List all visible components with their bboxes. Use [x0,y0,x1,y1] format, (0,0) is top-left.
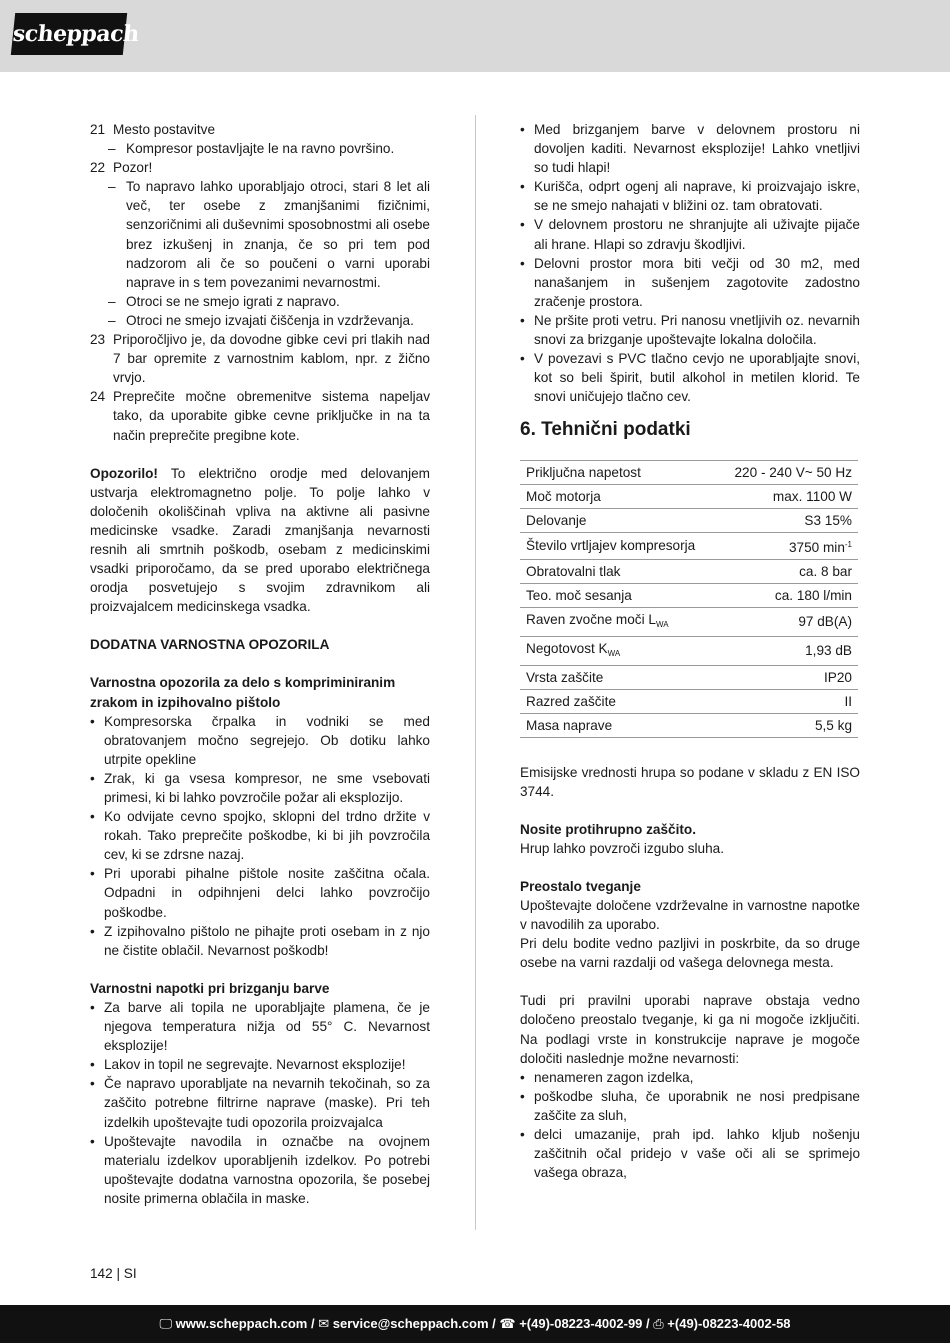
computer-icon: 🖵 [159,1316,173,1331]
list-subitem: – To napravo lahko uporabljajo otroci, stari 8 let ali več, ter osebe z zmanjšanimi fizičnimi, senzoričnimi ali duševnimi sposobnostmi ali osebe brez izkušenj in znanja, če so pri tem pod nadzorom ali če so poučeni o varni uporabi naprave in s tem povezanimi nevarnostmi. [108,179,430,290]
warning-text: To električno orodje med delovanjem ustvarja elektromagnetno polje. To polje lahko v določenih okoliščinah vpliva na aktivne ali pasivne medicinske vsadke. Zaradi zmanjšanja nevarnosti resnih ali smrtnih poškodb, osebam z medicinskimi vsadki priporočamo, da se pred uporabo električnega orodja posvetujejo s svojim zdravnikom ali proizvajalcem medicinskega vsadka. [90,465,430,615]
section-title-technical-data: 6. Tehnični podatki [520,419,691,441]
hearing-protection-text: Hrup lahko povzroči izgubo sluha. [520,840,725,856]
table-row: Število vrtljajev kompresorja 3750 $\min^{-1}$ [520,532,858,559]
list-subitem: – Kompresor postavljajte le na ravno površino. [108,141,395,157]
list-item: • Za barve ali topila ne uporabljajte plamena, če je njegova temperatura nižja od 55° C. Nevarnost eksplozije! [90,999,430,1054]
mail-icon: ✉ [318,1316,330,1331]
warning-label: Opozorilo! [90,465,158,481]
extra-safety-heading: DODATNA VARNOSTNA OPOZORILA [90,637,330,653]
table-row: Masa naprave 5,5 kg [520,713,858,737]
emission-text: Emisijske vrednosti hrupa so podane v skladu z EN ISO 3744. [520,764,860,799]
table-row: Vrsta zaščite IP20 [520,665,858,689]
residual-risk-heading: Preostalo tveganje [520,878,641,894]
left-column [90,120,430,1208]
list-item: • Ko odvijate cevno spojko, sklopni del trdno držite v rokah. Tako preprečite poškodbe, ki bi jih povzročila cev, ki se zdrsne nazaj. [90,809,430,863]
hearing-protection-heading: Nosite protihrupno zaščito. [520,821,696,837]
residual-risk-paragraph: Pri delu bodite vedno pazljivi in poskrbite, da so druge osebe na varni razdalji od vašega delovnega mesta. [520,936,860,971]
list-item: • V delovnem prostoru ne shranjujte ali uživajte pijače ali hrane. Hlapi so zdravju škodljivi. [520,217,860,252]
table-row: Priključna napetost 220 - 240 V~ 50 Hz [520,460,858,484]
list-item-21: 21 Mesto postavitve [90,122,215,137]
table-row: Negotovost $K_{WA}$ 1,93 dB [520,636,858,665]
list-item: • V povezavi s PVC tlačno cevjo ne uporabljajte snovi, kot so beli špirit, butil alkohol in metilen klorid. Te snovi uničujejo tlačno cev. [520,351,860,405]
list-item: • Ne pršite proti vetru. Pri nanosu vnetljivih oz. nevarnih snovi za brizganje upoštevajte lokalna določila. [520,312,860,348]
table-row: Moč motorja max. 1100 W [520,484,858,508]
list-item: • nenameren zagon izdelka, [520,1069,694,1085]
footer-fax: +(49)-08223-4002-58 [667,1316,791,1331]
table-row: Raven zvočne moči $L_{WA}$ 97 dB(A) [520,607,858,636]
list-item: • Lakov in topil ne segrevajte. Nevarnost eksplozije! [90,1057,406,1073]
page-header [0,0,950,72]
right-column [520,120,860,1182]
page-footer: 🖵 www.scheppach.com / ✉ service@scheppach.com / ☎ +(49)-08223-4002-99 / ⎙ +(49)-08223-4002-58 [0,1305,950,1343]
list-item-22: 22 Pozor! [90,160,153,176]
list-item: • Delovni prostor mora biti večji od 30 m2, med nanašanjem in sušenjem zagotovite zadostno zračenje prostora. [520,255,860,309]
technical-data-table [520,460,858,738]
table-row: Teo. moč sesanja ca. 180 l/min [520,583,858,607]
list-subitem: – Otroci ne smejo izvajati čiščenja in vzdrževanja. [108,312,414,328]
table-row: Razred zaščite II [520,689,858,713]
list-item: • Pri uporabi pihalne pištole nosite zaščitna očala. Odpadni in odpihnjeni delci lahko povzročijo poškodbe. [90,866,430,920]
list-subitem: – Otroci se ne smejo igrati z napravo. [108,293,340,309]
compressed-air-heading: Varnostna opozorila za delo s kompriminiranim zrakom in izpihovalno pištolo [90,675,396,710]
list-item: • delci umazanije, prah ipd. lahko kljub nošenju zaščitnih očal pridejo v vaše oči ali se sprimejo vašega obraza, [520,1127,860,1181]
page-number: 142 | SI [90,1266,137,1281]
residual-risk-paragraph: Upoštevajte določene vzdrževalne in varnostne napotke v navodilih za uporabo. [520,897,860,933]
fax-icon: ⎙ [653,1316,664,1331]
list-item: • Zrak, ki ga vsesa kompresor, ne sme vsebovati primesi, ki bi lahko povzročile požar ali eksplozijo. [90,770,430,805]
residual-risk-paragraph: Tudi pri pravilni uporabi naprave obstaja vedno določeno preostalo tveganje, ki ga ni mogoče izključiti. Na podlagi vrste in konstrukcije naprave je mogoče določiti naslednje možne nevarnosti: [520,993,860,1066]
list-item: • Če napravo uporabljate na nevarnih tekočinah, so za zaščito potrebne filtrirne naprave (maske). Pri teh izdelkih upoštevajte tudi opozorila proizvajalca [90,1076,430,1130]
paint-spraying-heading: Varnostni napotki pri brizganju barve [90,980,330,996]
list-item-24: 24 Preprečite močne obremenitve sistema napeljav tako, da uporabite gibke cevne priključke in na ta način preprečite pregibne kote. [90,389,430,443]
table-row: Delovanje S3 15% [520,508,858,532]
phone-icon: ☎ [499,1316,516,1331]
scheppach-logo: scheppach [11,13,127,55]
table-row: Obratovalni tlak ca. 8 bar [520,559,858,583]
list-item: • Kompresorska črpalka in vodniki se med obratovanjem močno segrejejo. Ob dotiku lahko utrpite opekline [90,713,430,767]
list-item-23: 23 Priporočljivo je, da dovodne gibke cevi pri tlakih nad 7 bar opremite z varnostnim kablom, npr. z žično vrvjo. [90,332,430,386]
list-item: • Z izpihovalno pištolo ne pihajte proti osebam in z njo ne čistite oblačil. Nevarnost poškodb! [90,923,430,958]
list-item: • Upoštevajte navodila in označbe na ovojnem materialu izdelkov uporabljenih izdelkov. Po potrebi upoštevajte dodatna varnostna opozorila, še posebej nosite primerna oblačila in maske. [90,1133,430,1206]
list-item: • poškodbe sluha, če uporabnik ne nosi predpisane zaščite za sluh, [520,1088,860,1123]
list-item: • Kurišča, odprt ogenj ali naprave, ki proizvajajo iskre, se ne smejo nahajati v bližini oz. tam obratovati. [520,179,860,214]
emf-warning [90,464,430,617]
footer-phone: +(49)-08223-4002-99 [519,1316,643,1331]
footer-email[interactable]: service@scheppach.com [332,1316,489,1331]
list-item: • Med brizganjem barve v delovnem prostoru ni dovoljen kaditi. Nevarnost eksplozije! Lahko vnetljivi so tudi hlapi! [520,122,860,176]
column-divider [475,115,476,1230]
footer-website[interactable]: www.scheppach.com [175,1316,308,1331]
